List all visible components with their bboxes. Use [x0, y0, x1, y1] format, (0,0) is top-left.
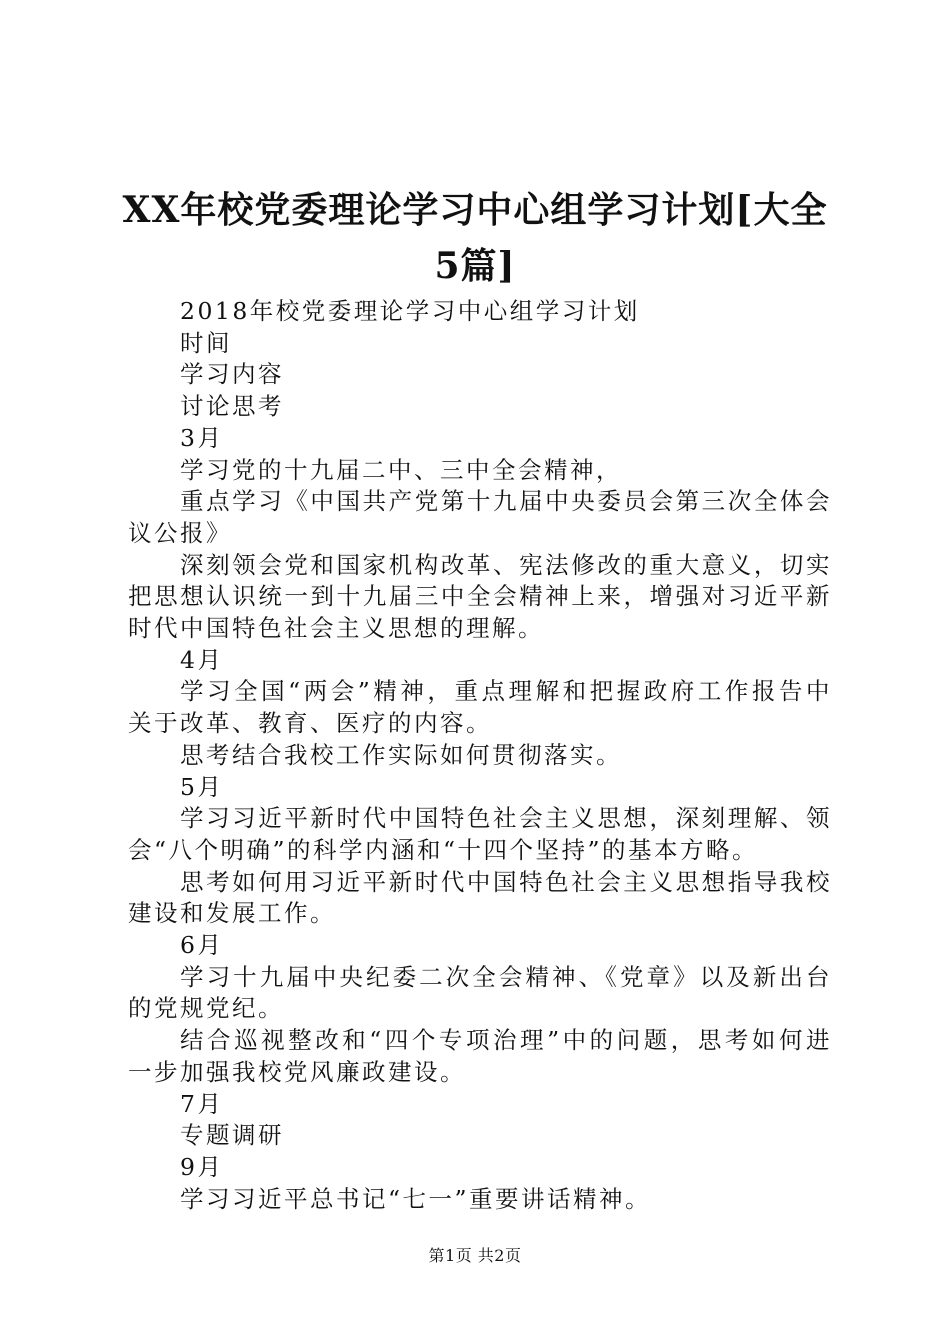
- paragraph: 时间: [180, 328, 232, 357]
- paragraph: 学习党的十九届二中、三中全会精神，: [180, 455, 622, 484]
- paragraph: 思考如何用习近平新时代中国特色社会主义思想指导我校建设和发展工作。: [128, 867, 832, 928]
- paragraph: 学习习近平新时代中国特色社会主义思想，深刻理解、领会“八个明确”的科学内涵和“十四个坚持”的基本方略。: [128, 804, 832, 864]
- paragraph: 3月: [180, 423, 224, 452]
- paragraph: 7月: [180, 1089, 224, 1118]
- paragraph: 学习全国“两会”精神，重点理解和把握政府工作报告中关于改革、教育、医疗的内容。: [128, 677, 832, 738]
- paragraph: 9月: [180, 1152, 224, 1181]
- document-body: [128, 296, 832, 1215]
- paragraph: 思考结合我校工作实际如何贯彻落实。: [180, 740, 622, 769]
- paragraph: 讨论思考: [180, 392, 284, 421]
- document-title: XX年校党委理论学习中心组学习计划[大全5篇]: [122, 189, 828, 287]
- page-footer: 第1页 共2页: [428, 1246, 522, 1265]
- paragraph: 结合巡视整改和“四个专项治理”中的问题，思考如何进一步加强我校党风廉政建设。: [128, 1026, 832, 1086]
- paragraph: 深刻领会党和国家机构改革、宪法修改的重大意义，切实把思想认识统一到十九届三中全会精神上来，增强对习近平新时代中国特色社会主义思想的理解。: [128, 550, 832, 643]
- paragraph: 6月: [180, 931, 224, 960]
- paragraph: 4月: [180, 645, 224, 674]
- paragraph: 学习内容: [180, 360, 284, 389]
- paragraph: 重点学习《中国共产党第十九届中央委员会第三次全体会议公报》: [128, 487, 832, 547]
- paragraph: 专题调研: [180, 1121, 284, 1150]
- paragraph: 学习习近平总书记“七一”重要讲话精神。: [180, 1184, 652, 1213]
- paragraph: 5月: [180, 772, 224, 801]
- paragraph: 2018年校党委理论学习中心组学习计划: [180, 297, 640, 325]
- paragraph: 学习十九届中央纪委二次全会精神、《党章》以及新出台的党规党纪。: [128, 962, 832, 1023]
